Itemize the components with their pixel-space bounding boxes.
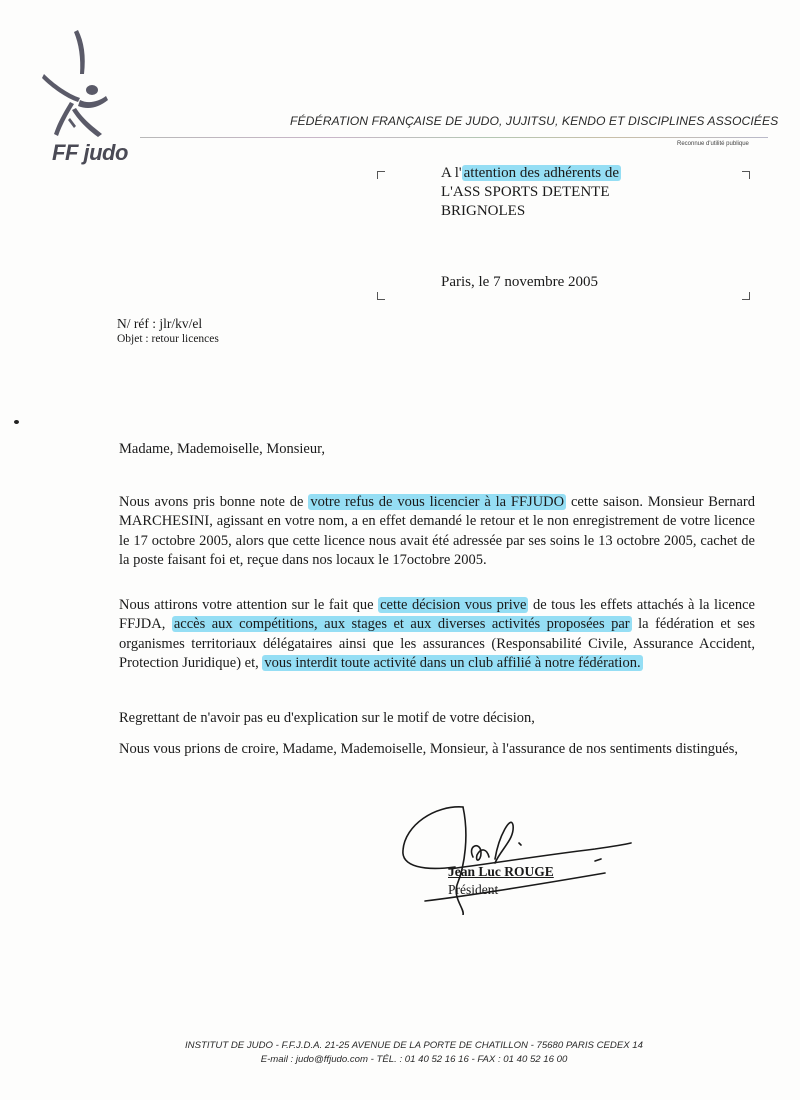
- signer-title: Président: [448, 882, 499, 897]
- recipient-line-2: L'ASS SPORTS DETENTE: [441, 184, 610, 200]
- federation-subtitle: Reconnue d'utilité publique: [677, 141, 749, 147]
- subject: Objet : retour licences: [117, 333, 219, 345]
- paragraph-2: [119, 596, 755, 673]
- address-corner-mark: [377, 171, 385, 179]
- body-text: Nous avons pris bonne note de: [119, 494, 309, 510]
- recipient-line-3: BRIGNOLES: [441, 203, 526, 219]
- scan-speck: [14, 420, 19, 424]
- address-corner-mark: [742, 292, 750, 300]
- body-text: cette saison. Monsieur Bernard MARCHESINI, agissant en votre nom, a en effet demandé le retour et le non enregistrement de votre licence le 17 octobre 2005, alors que cette licence nous avait été adressée par ses soins le 13 octobre 2005, cachet de la poste faisant foi et, reçue dans nos locaux le 17octobre 2005.: [119, 494, 755, 568]
- highlighted-text: vous interdit toute activité dans un club affilié à notre fédération.: [264, 654, 641, 671]
- highlighted-text: cette décision vous prive: [380, 597, 527, 613]
- handwritten-signature-icon: [395, 805, 635, 915]
- logo-text: FF judo: [52, 140, 128, 165]
- body-text: Nous attirons votre attention sur le fait que: [119, 597, 379, 613]
- address-corner-mark: [377, 292, 385, 300]
- footer-address: INSTITUT DE JUDO - F.F.J.D.A. 21-25 AVENUE DE LA PORTE DE CHATILLON - 75680 PARIS CEDEX 14: [185, 1040, 643, 1051]
- recipient-address: [441, 164, 621, 221]
- paragraph-1: [119, 493, 755, 570]
- body-text: de tous les effets attachés à la licence FFJDA,: [119, 597, 755, 633]
- recipient-line-1: [441, 164, 621, 183]
- federation-name: FÉDÉRATION FRANÇAISE DE JUDO, JUJITSU, KENDO ET DISCIPLINES ASSOCIÉES: [290, 114, 779, 128]
- highlighted-text: votre refus de vous licencier à la FFJUDO: [310, 494, 565, 510]
- footer-contact: E-mail : judo@ffjudo.com - TÉL. : 01 40 52 16 16 - FAX : 01 40 52 16 00: [260, 1054, 568, 1065]
- letter-date: Paris, le 7 novembre 2005: [441, 274, 599, 290]
- reference: N/ réf : jlr/kv/el: [117, 316, 203, 331]
- recipient-prefix: A l': [441, 165, 462, 181]
- signer-name: Jean Luc ROUGE: [448, 864, 554, 879]
- body-text: la fédération et ses organismes territoriaux délégataires ainsi que les assurances (Responsabilité Civile, Assurance Accident, Protection Juridique) et,: [119, 616, 755, 671]
- highlighted-text: accès aux compétitions, aux stages et aux diverses activités proposées par: [173, 616, 630, 633]
- header-divider: [140, 137, 768, 138]
- salutation: Madame, Mademoiselle, Monsieur,: [119, 441, 325, 457]
- paragraph-3: Regrettant de n'avoir pas eu d'explication sur le motif de votre décision,: [119, 710, 535, 726]
- address-corner-mark: [742, 171, 750, 179]
- paragraph-4: Nous vous prions de croire, Madame, Mademoiselle, Monsieur, à l'assurance de nos sentiments distingués,: [119, 741, 738, 757]
- judoka-figure-icon: [40, 22, 120, 142]
- highlighted-text: attention des adhérents de: [463, 165, 619, 181]
